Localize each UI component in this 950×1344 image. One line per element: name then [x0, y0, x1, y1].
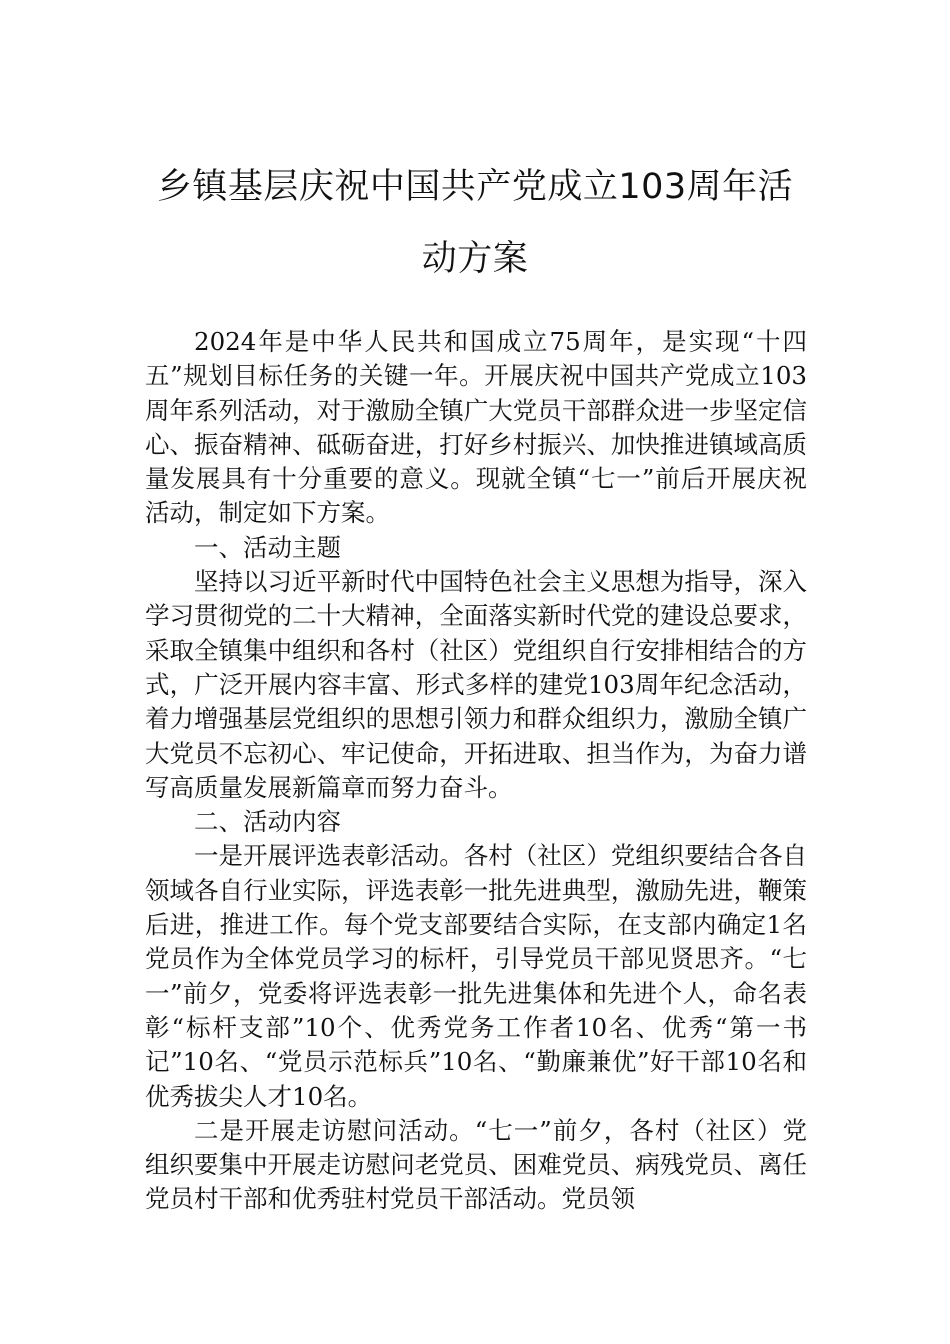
- section-heading-content: 二、活动内容: [194, 807, 341, 837]
- title-line-1: 乡镇基层庆祝中国共产党成立103周年活: [156, 167, 794, 207]
- section-heading-theme: 一、活动主题: [194, 532, 341, 562]
- content-paragraph-visits: 二是开展走访慰问活动。“七一”前夕，各村（社区）党组织要集中开展走访慰问老党员、困难党员、病残党员、离任党员村干部和优秀驻村党员干部活动。党员领: [145, 1115, 807, 1214]
- theme-paragraph: 坚持以习近平新时代中国特色社会主义思想为指导，深入学习贯彻党的二十大精神，全面落实新时代党的建设总要求，采取全镇集中组织和各村（社区）党组织自行安排相结合的方式，广泛开展内容丰富、形式多样的建党103周年纪念活动，着力增强基层党组织的思想引领力和群众组织力，激励全镇广大党员不忘初心、牢记使命，开拓进取、担当作为，为奋力谱写高质量发展新篇章而努力奋斗。: [145, 567, 807, 802]
- title-line-2: 动方案: [421, 239, 529, 279]
- document-title: [145, 151, 805, 295]
- content-paragraph-awards: 一是开展评选表彰活动。各村（社区）党组织要结合各自领域各自行业实际，评选表彰一批先进典型，激励先进，鞭策后进，推进工作。每个党支部要结合实际，在支部内确定1名党员作为全体党员学习的标杆，引导党员干部见贤思齐。“七一”前夕，党委将评选表彰一批先进集体和先进个人，命名表彰“标杆支部”10个、优秀党务工作者10名、优秀“第一书记”10名、“党员示范标兵”10名、“勤廉兼优”好干部10名和优秀拔尖人才10名。: [145, 841, 807, 1111]
- intro-paragraph: 2024年是中华人民共和国成立75周年，是实现“十四五”规划目标任务的关键一年。开展庆祝中国共产党成立103周年系列活动，对于激励全镇广大党员干部群众进一步坚定信心、振奋精神、砥砺奋进，打好乡村振兴、加快推进镇域高质量发展具有十分重要的意义。现就全镇“七一”前后开展庆祝活动，制定如下方案。: [145, 327, 807, 528]
- document-body: [145, 325, 807, 1217]
